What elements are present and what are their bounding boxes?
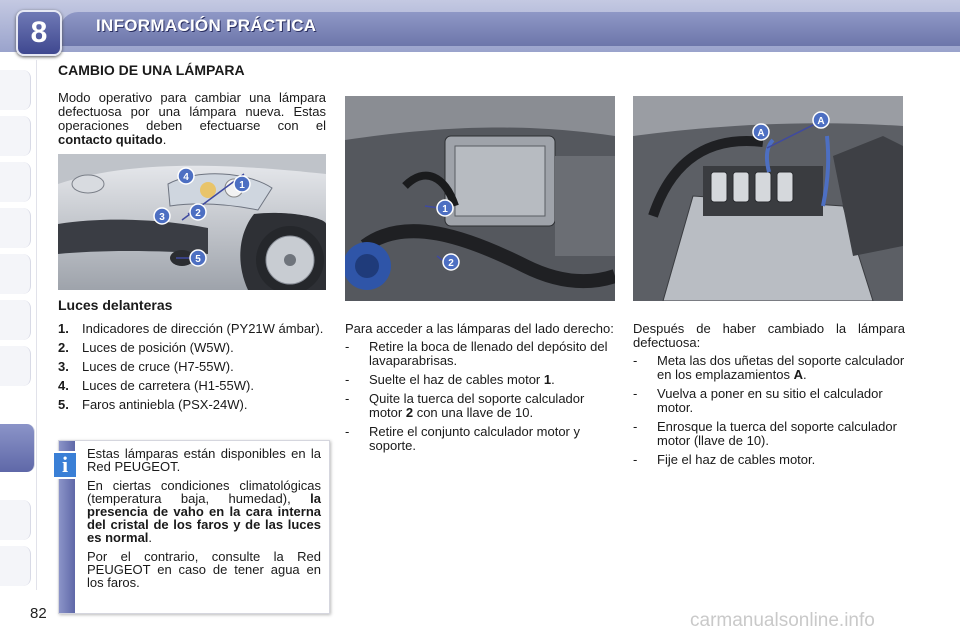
engine-bay-photo: [345, 96, 615, 301]
list-item: - Meta las dos uñetas del soporte calculador en los emplazamientos A.: [633, 353, 905, 382]
list-item: - Vuelva a poner en su sitio el calculador motor.: [633, 386, 883, 415]
marker-1: [437, 200, 453, 216]
page-number: 82: [30, 605, 47, 622]
list-item: - Retire el conjunto calculador motor y soporte.: [345, 424, 580, 453]
list-item: 3. Luces de cruce (H7-55W).: [58, 359, 234, 374]
chapter-tab[interactable]: [0, 208, 31, 248]
calculator-support-photo: [633, 96, 903, 301]
marker-1: [234, 176, 250, 192]
info-icon: i: [52, 451, 78, 479]
list-item: 5. Faros antiniebla (PSX-24W).: [58, 397, 248, 412]
chapter-tab[interactable]: [0, 346, 31, 386]
chapter-tab-active[interactable]: [0, 424, 35, 472]
list-item: 2. Luces de posición (W5W).: [58, 340, 234, 355]
list-item: - Suelte el haz de cables motor 1.: [345, 372, 555, 387]
info-box-text: Estas lámparas están disponibles en la Red PEUGEOT. En ciertas condiciones climatológicas (temperatura baja, humedad), la presencia de vaho en la cara interna del cristal de los faros y de las luces es normal. Por el contrario, consulte la Red PEUGEOT en caso de tener agua en los faros.: [87, 446, 321, 590]
list-item: - Enrosque la tuerca del soporte calculador motor (llave de 10).: [633, 419, 897, 448]
reassembly-instructions: Después de haber cambiado la lámpara defectuosa: - Meta las dos uñetas del soporte calculador en los emplazamientos A. - Vuelva a poner en su sitio el calculador motor. - Enrosque la tuerca del soporte calculador motor (llave de 10). - Fije el haz de cables motor.: [633, 321, 905, 467]
list-item: - Fije el haz de cables motor.: [633, 452, 816, 467]
chapter-tab[interactable]: [0, 70, 31, 110]
marker-2: [190, 204, 206, 220]
marker-3: [154, 208, 170, 224]
svg-text:3: 3: [159, 212, 165, 223]
marker-5: [190, 250, 206, 266]
marker-2: [443, 254, 459, 270]
bulb-list: [58, 322, 328, 417]
svg-text:A: A: [817, 116, 825, 127]
access-instructions: Para acceder a las lámparas del lado derecho: - Retire la boca de llenado del depósito del lavaparabrisas. - Suelte el haz de cables motor 1. - Quite la tuerca del soporte calculador motor 2 con una llave de 10. - Retire el conjunto calculador motor y soporte.: [345, 322, 617, 458]
info-box: [58, 440, 330, 614]
section-title: CAMBIO DE UNA LÁMPARA: [58, 62, 245, 78]
list-item: - Quite la tuerca del soporte calculador motor 2 con una llave de 10.: [345, 391, 585, 420]
svg-text:2: 2: [195, 208, 201, 219]
svg-text:A: A: [757, 128, 765, 139]
marker-a: [813, 112, 829, 128]
chapter-tab[interactable]: [0, 162, 31, 202]
reassembly-steps: [633, 354, 905, 467]
chapter-tab[interactable]: [0, 500, 31, 540]
chapter-tab[interactable]: [0, 116, 31, 156]
headlight-photo: [58, 154, 326, 290]
chapter-tab[interactable]: [0, 254, 31, 294]
svg-text:1: 1: [239, 180, 245, 191]
svg-text:1: 1: [442, 204, 448, 215]
chapter-tab[interactable]: [0, 300, 31, 340]
marker-4: [178, 168, 194, 184]
marker-a: [753, 124, 769, 140]
watermark: carmanualsonline.info: [690, 610, 875, 631]
chapter-title: INFORMACIÓN PRÁCTICA: [96, 16, 317, 35]
chapter-number-badge: 8: [16, 10, 62, 56]
svg-text:4: 4: [183, 172, 189, 183]
access-steps: [345, 340, 617, 453]
front-lights-heading: Luces delanteras: [58, 297, 173, 313]
svg-text:5: 5: [195, 254, 201, 265]
svg-text:2: 2: [448, 258, 454, 269]
intro-paragraph: Modo operativo para cambiar una lámpara defectuosa por una lámpara nueva. Estas operaciones deben efectuarse con el contacto quitado.: [58, 90, 326, 147]
list-item: 4. Luces de carretera (H1-55W).: [58, 378, 254, 393]
list-item: - Retire la boca de llenado del depósito del lavaparabrisas.: [345, 339, 608, 368]
chapter-tab[interactable]: [0, 546, 31, 586]
chapter-header: [0, 0, 960, 52]
list-item: 1. Indicadores de dirección (PY21W ámbar).: [58, 321, 324, 336]
